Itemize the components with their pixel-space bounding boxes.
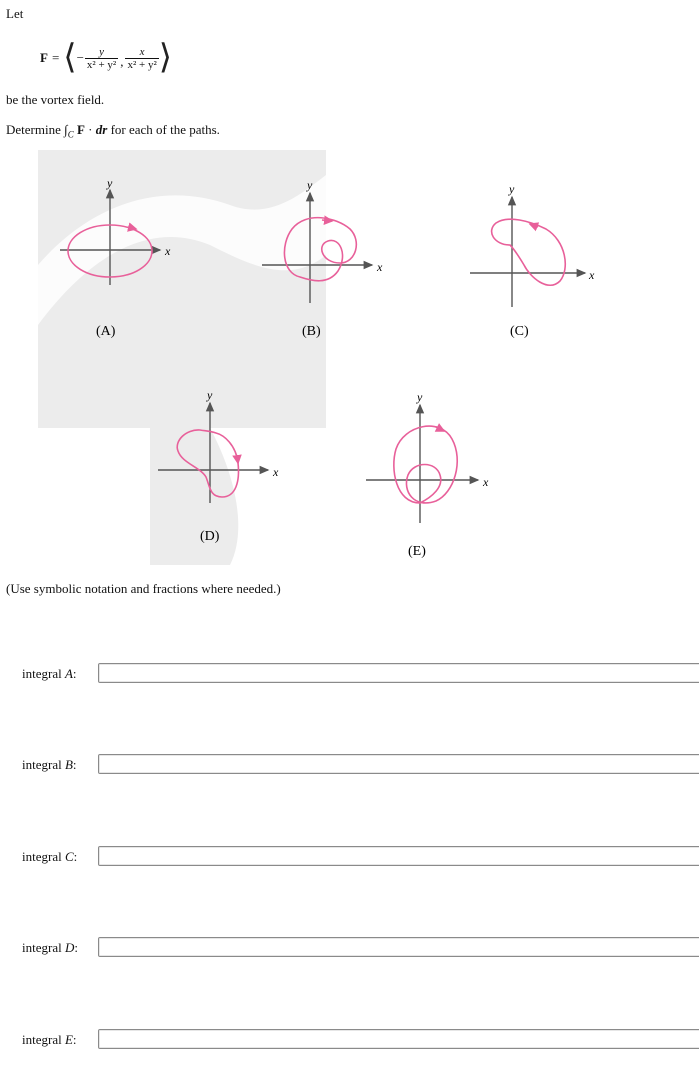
minus-sign: − <box>76 50 84 65</box>
let-text: Let <box>6 6 24 21</box>
determine-text <box>6 122 220 143</box>
figure-c <box>470 182 595 339</box>
figure-e-curve <box>394 426 457 503</box>
field-formula <box>40 38 172 78</box>
figure-e <box>366 390 489 559</box>
integral-subscript: C <box>67 129 74 140</box>
figure-c-curve <box>492 219 566 285</box>
fraction-2-numerator: x <box>139 45 145 58</box>
determine-suffix: for each of the paths. <box>110 122 220 137</box>
answer-d-input[interactable] <box>98 937 699 957</box>
answer-e-input[interactable] <box>98 1029 699 1049</box>
figure-d-x-label: x <box>273 465 279 479</box>
figure-d-label: (D) <box>200 529 220 544</box>
figure-a-y-label: y <box>107 176 113 190</box>
figure-d-direction-arrow <box>237 455 238 463</box>
figure-a-label: (A) <box>96 324 116 339</box>
answer-b-input[interactable] <box>98 754 699 774</box>
figure-b-x-label: x <box>377 260 383 274</box>
equals-sign: = <box>51 50 60 65</box>
path-figures <box>0 145 699 565</box>
answer-d-label: integral D: <box>22 940 78 955</box>
answer-a-input[interactable] <box>98 663 699 683</box>
fraction-2-denominator: x² + y² <box>127 58 157 71</box>
answer-b-label: integral B: <box>22 757 77 772</box>
comma: , <box>120 54 124 69</box>
figure-d-y-label: y <box>207 388 213 402</box>
F-symbol: F <box>76 122 85 137</box>
determine-prefix: Determine <box>6 122 61 137</box>
watermark-block <box>38 150 326 428</box>
figure-e-label: (E) <box>408 544 426 559</box>
notation-note: (Use symbolic notation and fractions where needed.) <box>6 581 281 596</box>
figure-c-x-label: x <box>589 268 595 282</box>
fraction-2 <box>125 46 158 71</box>
figure-b-y-label: y <box>307 178 313 192</box>
answer-c-input[interactable] <box>98 846 699 866</box>
vortex-text: be the vortex field. <box>6 92 105 107</box>
answer-e-label: integral E: <box>22 1032 77 1047</box>
dot-symbol: · <box>88 122 93 137</box>
answer-a-label: integral A: <box>22 666 77 681</box>
figure-e-x-label: x <box>483 475 489 489</box>
answer-c-label: integral C: <box>22 849 78 864</box>
figure-c-label: (C) <box>510 324 529 339</box>
figure-b-direction-arrow <box>322 220 332 221</box>
left-angle-bracket: ⟨ <box>63 39 77 76</box>
fraction-1-numerator: y <box>99 45 104 58</box>
figure-c-y-label: y <box>509 182 515 196</box>
figure-b-label: (B) <box>302 324 321 339</box>
figure-e-y-label: y <box>417 390 423 404</box>
right-angle-bracket: ⟩ <box>158 39 173 76</box>
field-symbol: F <box>40 50 48 65</box>
figure-a-x-label: x <box>165 244 171 258</box>
fraction-1 <box>85 46 118 71</box>
integral-sign: ∫ <box>64 122 68 137</box>
fraction-1-denominator: x² + y² <box>86 58 117 71</box>
dr-symbol: dr <box>95 122 108 137</box>
